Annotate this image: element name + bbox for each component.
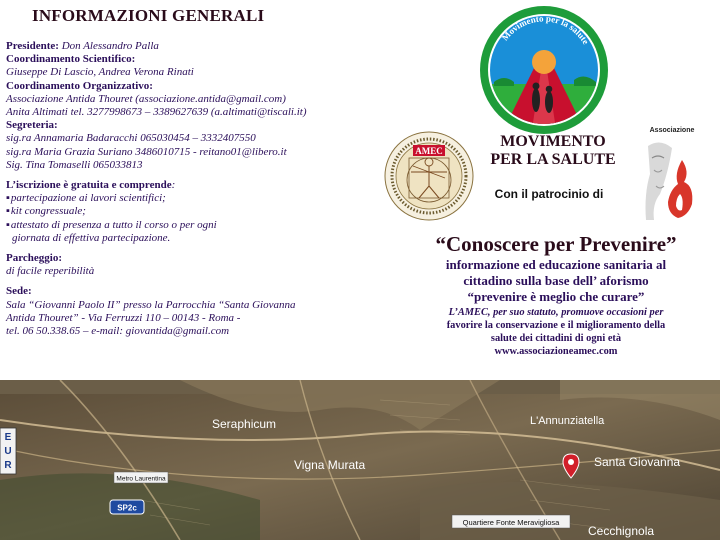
presidente-line [6,40,396,53]
presidente-value: Don Alessandro Palla [61,40,159,52]
amec-line-3: salute dei cittadini di ogni età [490,333,622,344]
iscrizione-title: L’iscrizione è gratuita e comprende [6,179,172,192]
coord-sci-label: Coordinamento Scientifico: [6,53,136,66]
segreteria-line2: sig.ra Maria Grazia Suriano 3486010715 - reitano01@libero.it [6,145,287,158]
movimento-title [468,133,638,169]
sede-label: Sede: [6,285,32,298]
map-label-sp2c: SP2c [117,503,137,513]
map-label-vigna-murata: Vigna Murata [294,458,366,472]
movimento-logo-ring-text: Movimento per la salute [499,13,592,47]
satellite-map [0,380,720,540]
amec-statute-text [392,306,720,345]
info-generali-panel [6,6,396,338]
amec-logo-label: AMEC [415,146,443,156]
map-label-eur-u: U [4,446,12,457]
movimento-title-line2: PER LA SALUTE [490,151,616,168]
coord-sci-value: Giuseppe Di Lascio, Andrea Verona Rinati [6,66,194,79]
parcheggio-label: Parcheggio: [6,252,63,265]
bullet-item-2: ▪ kit congressuale; [6,205,396,218]
associazione-label: Associazione [649,127,695,134]
movimento-logo [474,4,614,139]
amec-line-1: L’AMEC, per suo statuto, promuove occasioni per [448,307,664,318]
info-line-3: “prevenire è meglio che curare” [467,289,645,304]
parcheggio-value: di facile reperibilità [6,265,95,278]
map-label-seraphicum: Seraphicum [212,417,277,431]
info-generali-title: INFORMAZIONI GENERALI [32,6,265,25]
map-label-eur-r: R [4,460,12,471]
map-label-metro: Metro Laurentina [116,475,166,483]
segreteria-line1: sig.ra Annamaria Badaracchi 065030454 – 3332407550 [6,132,256,145]
coord-org-line2: Anita Altimati tel. 3277998673 – 3389627639 (a.altimati@tiscali.it) [6,106,307,119]
bullet-item-3-cont: giornata di effettiva partecipazione. [12,231,171,244]
amec-line-2: favorire la conservazione e il miglioramento della [446,320,666,331]
coord-org-label: Coordinamento Organizzativo: [6,79,153,92]
map-label-santa-giovanna: Santa Giovanna [594,455,681,469]
map-label-quartiere: Quartiere Fonte Meravigliosa [462,518,560,527]
iscrizione-title-line [6,179,396,192]
segreteria-label: Segreteria: [6,119,58,132]
presidente-label: Presidente: [6,40,59,52]
sede-line3: tel. 06 50.338.65 – e-mail: giovantida@gmail.com [6,325,230,338]
movimento-title-line1: MOVIMENTO [500,133,606,150]
map-label-annunziatella: L'Annunziatella [530,415,605,427]
map-label-eur-e: E [4,432,12,443]
sede-line2: Antida Thouret” - Via Ferruzzi 110 – 00143 - Roma - [6,311,241,324]
conoscere-title: “Conoscere per Prevenire” [435,232,677,256]
associazione-logo [638,124,704,224]
map-label-cecchignola: Cecchignola [588,524,655,538]
sede-line1: Sala “Giovanni Paolo II” presso la Parrocchia “Santa Giovanna [6,298,296,311]
bullet-item-1: ▪ partecipazione ai lavori scientifici; [6,192,396,205]
amec-logo [383,130,475,222]
conoscere-panel [392,232,720,358]
segreteria-line3: Sig. Tina Tomaselli 065033813 [6,158,143,171]
info-line-2: cittadino sulla base dell’ aforismo [463,273,649,288]
coord-org-line1: Associazione Antida Thouret (associazione.antida@gmail.com) [6,92,286,105]
bullet-item-3: ▪ attestato di presenza a tutto il corso o per ogni [6,219,396,232]
info-line-1: informazione ed educazione sanitaria al [445,257,667,272]
amec-website-link[interactable]: www.associazioneamec.com [494,346,618,357]
patrocinio-text: Con il patrocinio di [494,187,604,201]
iscrizione-colon: : [171,179,176,192]
